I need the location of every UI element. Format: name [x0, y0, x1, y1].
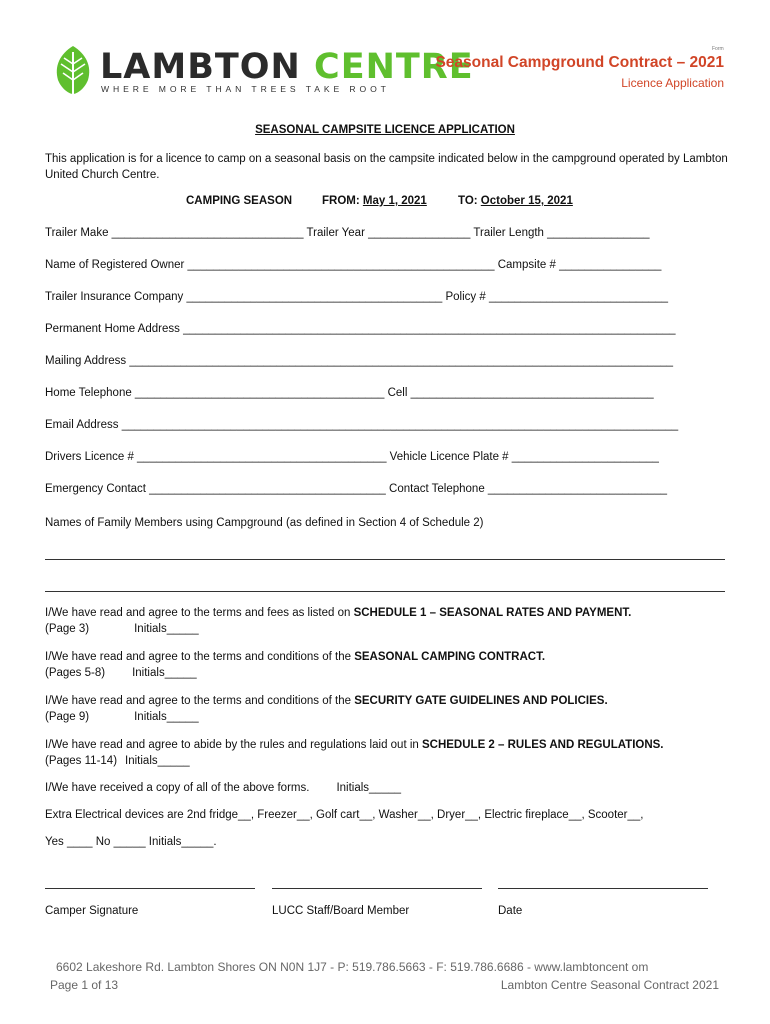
copy-received — [45, 780, 401, 796]
field-drivers-licence[interactable]: Drivers Licence # _______________________________________ Vehicle Licence Plate # _______________________ — [45, 451, 659, 463]
agreement-pages: (Page 9) — [45, 711, 90, 723]
agreement-text: I/We have read and agree to abide by the rules and regulations laid out in — [45, 739, 422, 751]
season-to-value: October 15, 2021 — [480, 195, 573, 207]
field-registered-owner[interactable]: Name of Registered Owner ________________________________________________ Campsite # ________________ — [45, 259, 662, 271]
agreement-initials[interactable]: Initials_____ — [132, 667, 197, 679]
form-tag: Form — [712, 46, 724, 52]
logo-brand-1: LAMBTON — [100, 47, 301, 87]
camper-signature-label: Camper Signature — [45, 905, 139, 917]
footer-page-number: Page 1 of 13 — [50, 978, 119, 992]
agreement-security-gate — [45, 693, 608, 725]
agreement-schedule-2 — [45, 737, 664, 769]
family-members-label: Names of Family Members using Campground (as defined in Section 4 of Schedule 2) — [45, 517, 484, 529]
intro-paragraph: This application is for a licence to camp on a seasonal basis on the campsite indicated below in the campground operated by Lambton United Church Centre. — [45, 153, 728, 181]
agreement-camping-contract — [45, 649, 545, 681]
contract-subtitle: Licence Application — [621, 76, 724, 90]
agreement-initials[interactable]: Initials_____ — [134, 623, 199, 635]
agreement-text: I/We have read and agree to the terms and fees as listed on — [45, 607, 354, 619]
season-from-label: FROM: — [322, 195, 360, 207]
agreement-bold: SCHEDULE 1 – SEASONAL RATES AND PAYMENT. — [353, 607, 632, 619]
field-insurance[interactable]: Trailer Insurance Company ________________________________________ Policy # ____________________________ — [45, 291, 669, 303]
field-trailer-make[interactable]: Trailer Make ______________________________ Trailer Year ________________ Trailer Length ________________ — [45, 227, 650, 239]
copy-initials[interactable]: Initials_____ — [336, 782, 402, 794]
agreement-text: I/We have read and agree to the terms and conditions of the — [45, 651, 355, 663]
date-label: Date — [498, 905, 523, 917]
camper-signature-line[interactable] — [45, 888, 255, 889]
yes-no-initials[interactable]: Yes ____ No _____ Initials_____. — [45, 836, 217, 848]
agreement-schedule-1 — [45, 605, 631, 637]
logo-brand-2: CENTRE — [314, 47, 474, 87]
season-from — [322, 195, 427, 207]
agreement-text: I/We have read and agree to the terms and conditions of the — [45, 695, 355, 707]
field-emergency-contact[interactable]: Emergency Contact _____________________________________ Contact Telephone ____________________________ — [45, 483, 667, 495]
staff-signature-label: LUCC Staff/Board Member — [272, 905, 410, 917]
field-email[interactable]: Email Address _______________________________________________________________________________________ — [45, 419, 679, 431]
copy-received-text: I/We have received a copy of all of the above forms. — [45, 782, 310, 794]
season-to-label: TO: — [458, 195, 478, 207]
logo-wordmark — [100, 49, 474, 85]
staff-signature-line[interactable] — [272, 888, 482, 889]
season-label: CAMPING SEASON — [186, 195, 293, 207]
leaf-logo-icon — [52, 44, 94, 98]
footer-address: 6602 Lakeshore Rd. Lambton Shores ON N0N 1J7 - P: 519.786.5663 - F: 519.786.6686 - www.lambtoncent om — [56, 960, 649, 974]
family-line-1[interactable] — [45, 559, 725, 560]
contract-title: Seasonal Campground Contract – 2021 — [435, 54, 724, 71]
agreement-initials[interactable]: Initials_____ — [125, 755, 190, 767]
agreement-bold: SCHEDULE 2 – RULES AND REGULATIONS. — [421, 739, 664, 751]
agreement-pages: (Pages 11-14) — [45, 755, 118, 767]
field-mailing-address[interactable]: Mailing Address _____________________________________________________________________________________ — [45, 355, 674, 367]
document-title: SEASONAL CAMPSITE LICENCE APPLICATION — [255, 124, 515, 136]
agreement-pages: (Pages 5-8) — [45, 667, 106, 679]
logo-tagline: WHERE MORE THAN TREES TAKE ROOT — [101, 84, 390, 94]
family-line-2[interactable] — [45, 591, 725, 592]
season-from-value: May 1, 2021 — [362, 195, 427, 207]
field-home-telephone[interactable]: Home Telephone _______________________________________ Cell ______________________________________ — [45, 387, 654, 399]
date-line[interactable] — [498, 888, 708, 889]
field-home-address[interactable]: Permanent Home Address _____________________________________________________________________________ — [45, 323, 676, 335]
agreement-pages: (Page 3) — [45, 623, 90, 635]
electrical-devices[interactable]: Extra Electrical devices are 2nd fridge__, Freezer__, Golf cart__, Washer__, Dryer__, Electric fireplace__, Scooter__, — [45, 809, 644, 821]
footer-document-name: Lambton Centre Seasonal Contract 2021 — [500, 978, 719, 992]
agreement-bold: SECURITY GATE GUIDELINES AND POLICIES. — [354, 695, 608, 707]
agreement-initials[interactable]: Initials_____ — [134, 711, 199, 723]
agreement-bold: SEASONAL CAMPING CONTRACT. — [354, 651, 546, 663]
season-to — [458, 195, 573, 207]
